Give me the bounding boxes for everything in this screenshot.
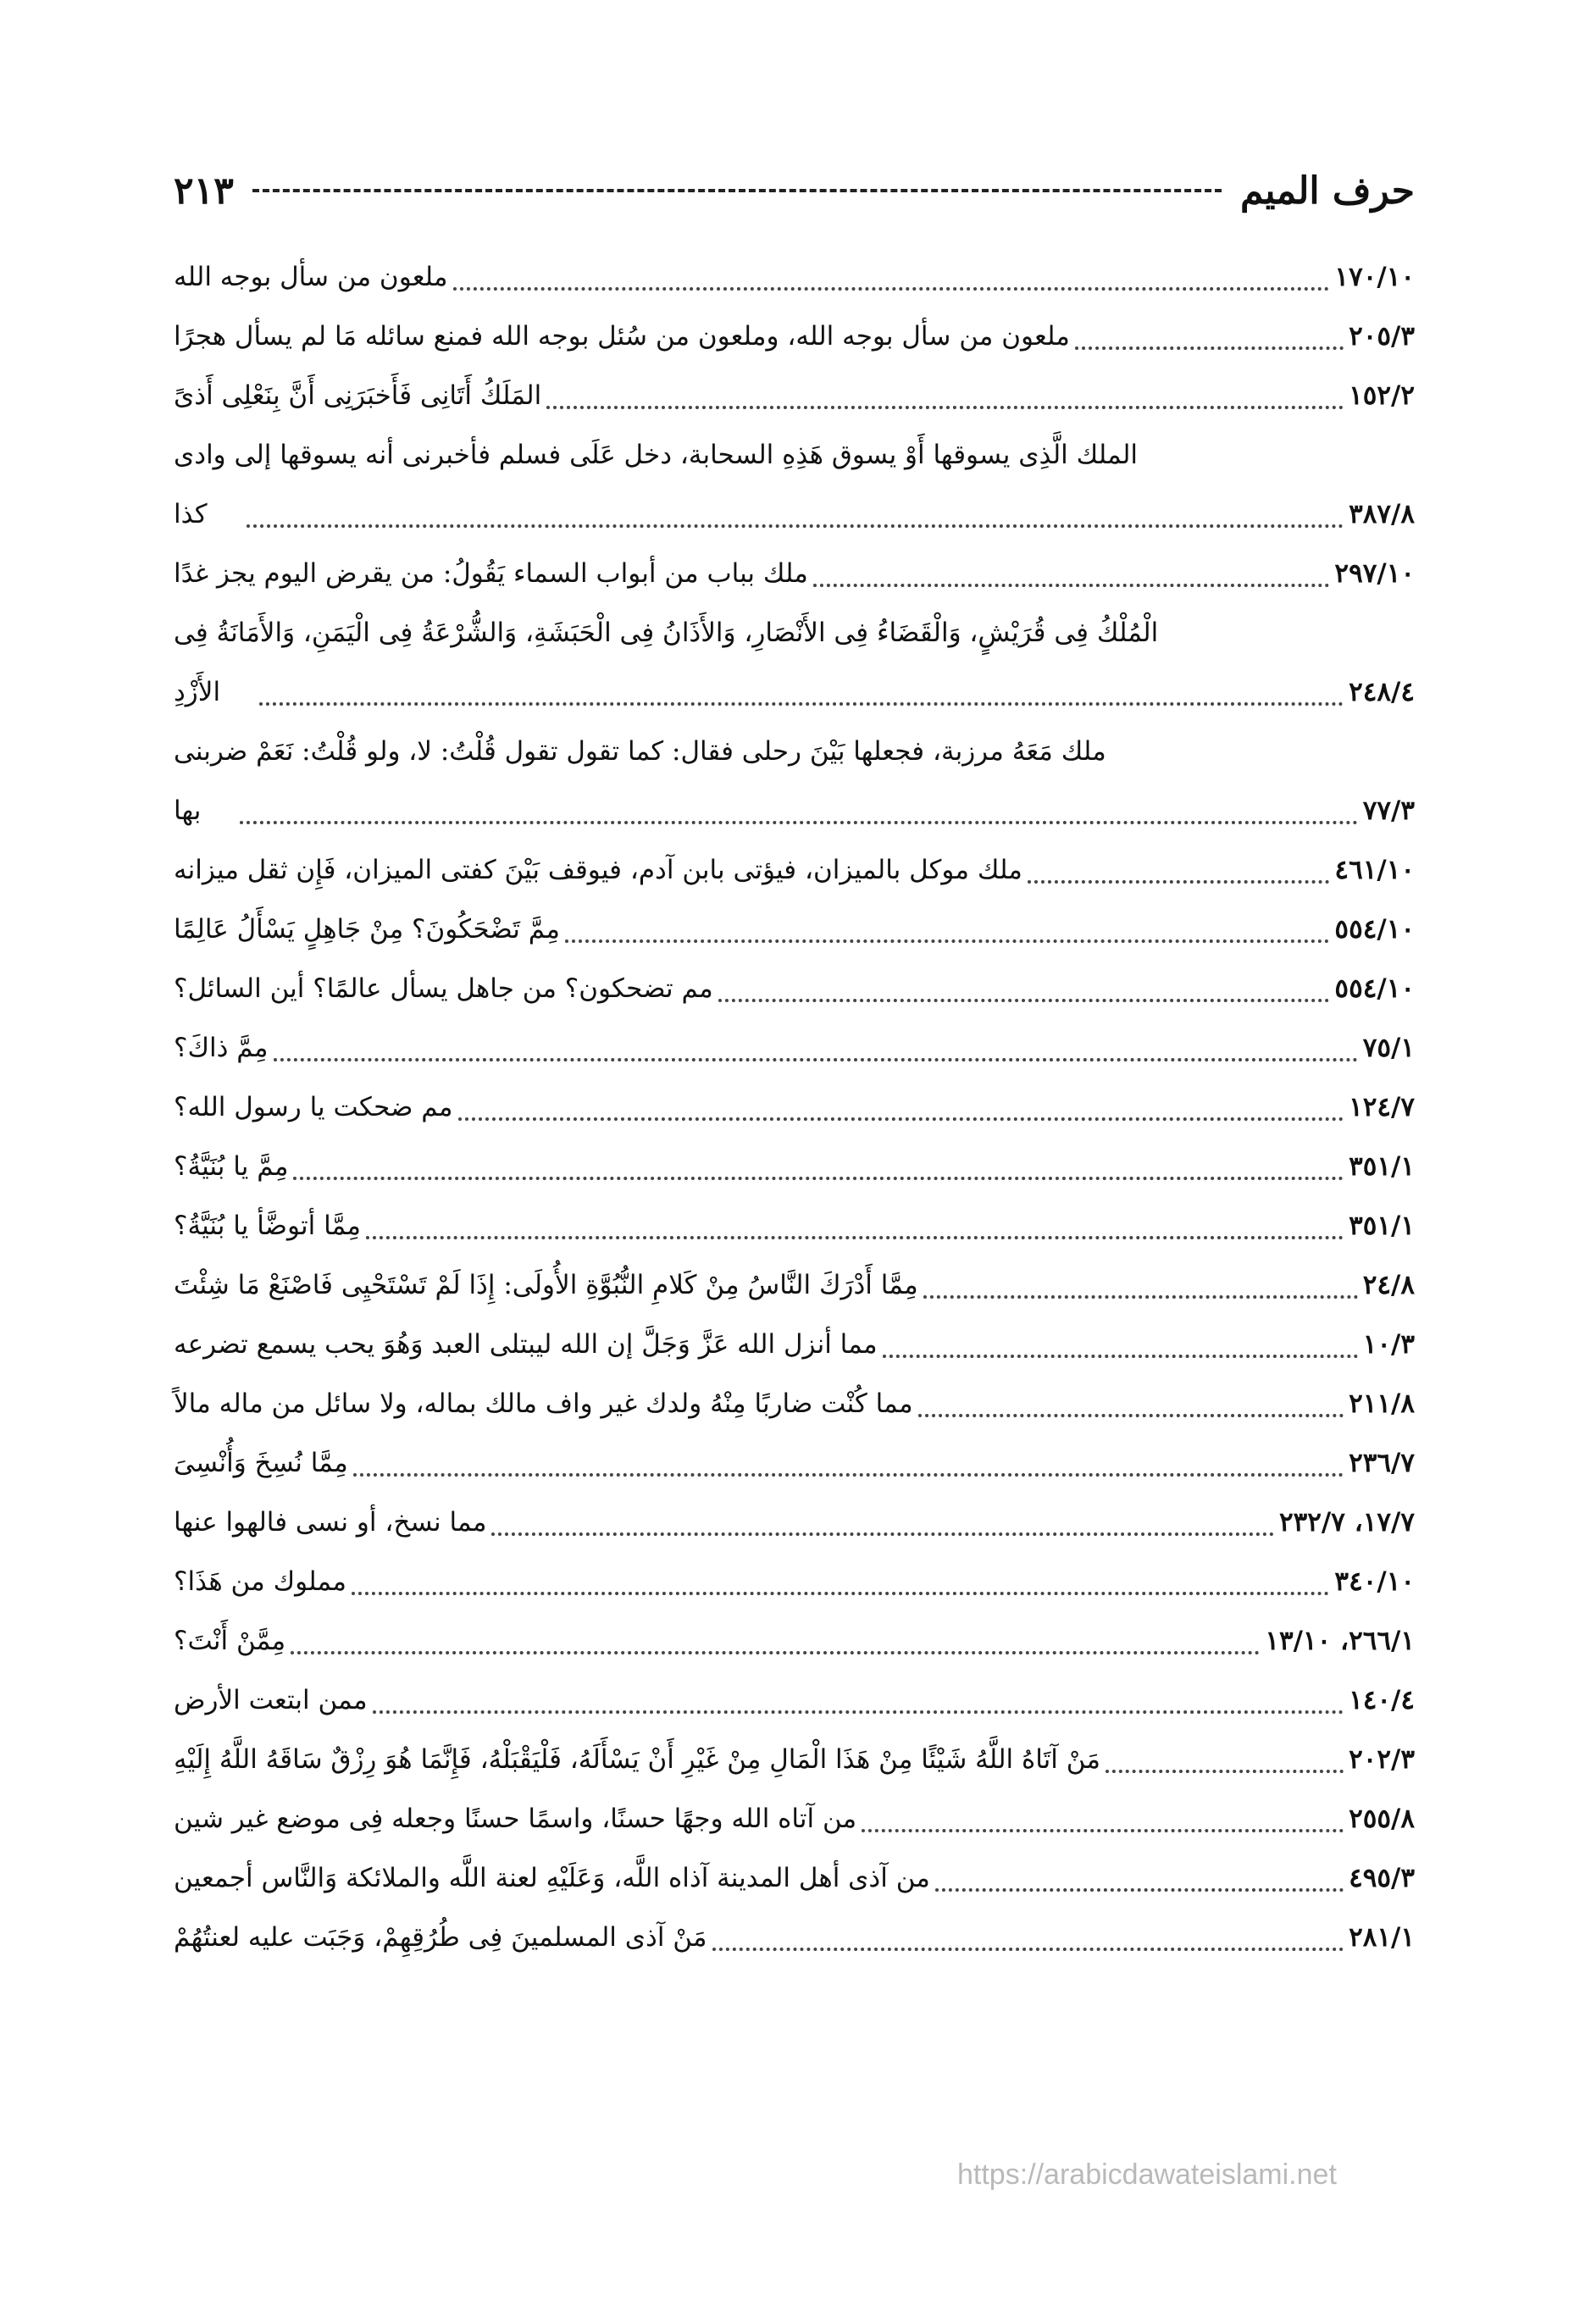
index-entry (174, 603, 1415, 722)
index-entry (174, 1552, 1415, 1611)
entry-reference: ٢٩٧/١٠ (1334, 558, 1415, 589)
index-entry (174, 425, 1415, 544)
entry-line (174, 840, 1415, 900)
index-entry (174, 1848, 1415, 1908)
entry-line (174, 1671, 1415, 1730)
header-dashed-rule (252, 189, 1222, 192)
entry-text: مِمَّ ذاكَ؟ (174, 1033, 269, 1063)
entry-line (174, 247, 1415, 307)
dot-leader (862, 1829, 1344, 1832)
dot-leader (259, 702, 1344, 706)
entry-line (174, 959, 1415, 1018)
entry-reference: ٣٤٠/١٠ (1334, 1566, 1415, 1597)
entry-text: ملعون من سأل بوجه الله (174, 262, 448, 292)
index-entry (174, 1493, 1415, 1552)
entry-line (174, 544, 1415, 603)
entry-text: الْمُلْكُ فِى قُرَيْشٍ، وَالْقَضَاءُ فِى الأَنْصَارِ، وَالأَذَانُ فِى الْحَبَشَةِ، وَالشُّرْعَةُ فِى الْيَمَنِ، وَالأَمَانَةُ فِى (174, 618, 1159, 648)
entry-text: مما أنزل الله عَزَّ وَجَلَّ إن الله ليبتلى العبد وَهُوَ يحب يسمع تضرعه (174, 1329, 878, 1360)
index-entry (174, 1078, 1415, 1137)
dot-leader (546, 406, 1344, 409)
index-entry (174, 959, 1415, 1018)
entry-text: مِمَّنْ أَنْتَ؟ (174, 1626, 286, 1656)
entry-reference: ٧٥/١ (1362, 1033, 1415, 1063)
entry-line (174, 1315, 1415, 1374)
dot-leader (366, 1236, 1344, 1239)
entry-line (174, 1789, 1415, 1848)
index-entry (174, 1671, 1415, 1730)
entry-text: بها (174, 795, 202, 826)
entry-text: مَنْ آذى المسلمينَ فِى طُرُقِهِمْ، وَجَبَت عليه لعنتُهُمْ (174, 1922, 707, 1953)
index-entry (174, 722, 1415, 840)
index-entry (174, 1433, 1415, 1493)
watermark-url: https://arabicdawateislami.net (957, 2159, 1337, 2191)
dot-leader (352, 1592, 1329, 1595)
entry-text: مملوك من هَذَا؟ (174, 1566, 346, 1597)
entry-reference: ١٠/٣ (1362, 1329, 1415, 1360)
entry-reference: ٤٩٥/٣ (1349, 1863, 1415, 1893)
dot-leader (923, 1295, 1358, 1299)
entry-text: من آذى أهل المدينة آذاه اللَّه، وَعَلَيْهِ لعنة اللَّه والملائكة وَالنَّاس أجمعين (174, 1863, 930, 1893)
dot-leader (240, 821, 1357, 824)
dot-leader (247, 524, 1344, 528)
dot-leader (1106, 1770, 1344, 1773)
dot-leader (1028, 880, 1330, 884)
entry-text: ملعون من سأل بوجه الله، وملعون من سُئل بوجه الله فمنع سائله مَا لم يسأل هجرًا (174, 321, 1070, 352)
entry-text: مما نسخ، أو نسى فالهوا عنها (174, 1507, 487, 1538)
dot-leader (813, 584, 1330, 587)
index-entry (174, 247, 1415, 307)
entry-text: كذا (174, 499, 208, 529)
entry-line (174, 722, 1415, 781)
entry-line (174, 1018, 1415, 1078)
dot-leader (918, 1414, 1344, 1417)
dot-leader (274, 1058, 1358, 1061)
entry-line (174, 366, 1415, 425)
entry-text: مِمَّا أَدْرَكَ النَّاسُ مِنْ كَلامِ النُّبُوَّةِ الأُولَى: إِذَا لَمْ تَسْتَحْيِى فَاصْنَعْ مَا شِئْتَ (174, 1270, 918, 1300)
dot-leader (565, 939, 1329, 943)
index-entry (174, 307, 1415, 366)
entry-line (174, 1374, 1415, 1433)
index-entries-list (174, 247, 1415, 1967)
entry-line (174, 485, 1415, 544)
dot-leader (491, 1532, 1274, 1536)
entry-text: ممن ابتعت الأرض (174, 1685, 368, 1715)
entry-reference: ٢٣٦/٧ (1349, 1448, 1415, 1478)
entry-text: الأَزْدِ (174, 677, 221, 707)
entry-reference: ١٧٠/١٠ (1334, 262, 1415, 292)
entry-line (174, 900, 1415, 959)
index-entry (174, 1137, 1415, 1196)
page-number: ٢١٣ (174, 169, 234, 213)
entry-line (174, 1552, 1415, 1611)
entry-line (174, 1493, 1415, 1552)
entry-text: من آتاه الله وجهًا حسنًا، واسمًا حسنًا وجعله فِى موضع غير شين (174, 1804, 857, 1834)
index-entry (174, 1611, 1415, 1671)
entry-reference: ٧٧/٣ (1362, 795, 1415, 826)
entry-reference: ٢٦٦/١، ١٣/١٠ (1265, 1626, 1415, 1656)
entry-reference: ٥٥٤/١٠ (1334, 914, 1415, 945)
entry-reference: ٢٤٨/٤ (1349, 677, 1415, 707)
entry-text: ملك بباب من أبواب السماء يَقُولُ: من يقرض اليوم يجز غدًا (174, 558, 808, 589)
entry-line (174, 781, 1415, 840)
index-entry (174, 544, 1415, 603)
entry-line (174, 1137, 1415, 1196)
dot-leader (373, 1710, 1344, 1714)
index-entry (174, 1908, 1415, 1967)
entry-line (174, 662, 1415, 722)
index-entry (174, 1196, 1415, 1255)
dot-leader (718, 999, 1330, 1002)
entry-reference: ٥٥٤/١٠ (1334, 973, 1415, 1004)
index-entry (174, 840, 1415, 900)
entry-text: مِمَّ يا بُنَيَّةُ؟ (174, 1151, 289, 1182)
dot-leader (453, 287, 1330, 291)
entry-reference: ٢٠٢/٣ (1349, 1744, 1415, 1775)
entry-text: مما كُنْت ضاربًا مِنْهُ ولدك غير واف مالك بماله، ولا سائل من ماله مالاً (174, 1388, 913, 1419)
entry-reference: ٣٥١/١ (1349, 1151, 1415, 1182)
entry-reference: ١٧/٧، ٢٣٢/٧ (1278, 1507, 1415, 1538)
entry-line (174, 1196, 1415, 1255)
index-entry (174, 1374, 1415, 1433)
entry-text: المَلَكُ أَتَانِى فَأَخبَرَنِى أَنَّ بِنَعْلِى أَذىً (174, 380, 542, 411)
entry-reference: ٢٤/٨ (1362, 1270, 1415, 1300)
entry-text: مم ضحكت يا رسول الله؟ (174, 1092, 453, 1122)
dot-leader (883, 1355, 1358, 1358)
page-header (174, 161, 1415, 220)
index-entry (174, 900, 1415, 959)
entry-reference: ٢٠٥/٣ (1349, 321, 1415, 352)
entry-line (174, 1078, 1415, 1137)
entry-line (174, 1730, 1415, 1789)
entry-reference: ٣٥١/١ (1349, 1211, 1415, 1241)
entry-text: مَنْ آتَاهُ اللَّهُ شَيْئًا مِنْ هَذَا الْمَالِ مِنْ غَيْرِ أَنْ يَسْأَلَهُ، فَلْيَقْبَلْهُ، فَإِنَّمَا هُوَ رِزْقٌ سَاقَهُ اللَّهُ إِلَيْهِ (174, 1744, 1100, 1775)
index-entry (174, 1255, 1415, 1315)
entry-reference: ١٢٤/٧ (1349, 1092, 1415, 1122)
dot-leader (291, 1651, 1260, 1654)
entry-reference: ١٤٠/٤ (1349, 1685, 1415, 1715)
dot-leader (712, 1948, 1344, 1951)
index-entry (174, 1018, 1415, 1078)
entry-reference: ٢١١/٨ (1349, 1388, 1415, 1419)
entry-reference: ٢٨١/١ (1349, 1922, 1415, 1953)
index-entry (174, 1789, 1415, 1848)
index-entry (174, 1315, 1415, 1374)
entry-line (174, 1848, 1415, 1908)
entry-text: مِمَّا أتوضَّأ يا بُنَيَّةُ؟ (174, 1211, 362, 1241)
entry-line (174, 1908, 1415, 1967)
dot-leader (1075, 346, 1344, 350)
entry-line (174, 1433, 1415, 1493)
index-entry (174, 366, 1415, 425)
entry-line (174, 1611, 1415, 1671)
entry-text: الملك الَّذِى يسوقها أَوْ يسوق هَذِهِ السحابة، دخل عَلَى فسلم فأخبرنى أنه يسوقها إلى وادى (174, 440, 1139, 470)
entry-reference: ٤٦١/١٠ (1334, 855, 1415, 885)
entry-reference: ٢٥٥/٨ (1349, 1804, 1415, 1834)
entry-text: مم تضحكون؟ من جاهل يسأل عالمًا؟ أين السائل؟ (174, 973, 713, 1004)
entry-text: مِمَّ تَضْحَكُونَ؟ مِنْ جَاهِلٍ يَسْأَلُ عَالِمًا (174, 914, 561, 945)
chapter-title: حرف الميم (1239, 169, 1415, 213)
dot-leader (353, 1473, 1344, 1477)
entry-line (174, 1255, 1415, 1315)
entry-text: ملك موكل بالميزان، فيؤتى بابن آدم، فيوقف بَيْنَ كفتى الميزان، فَإِن ثقل ميزانه (174, 855, 1022, 885)
entry-line (174, 603, 1415, 662)
dot-leader (293, 1177, 1344, 1180)
entry-line (174, 425, 1415, 485)
entry-reference: ٣٨٧/٨ (1349, 499, 1415, 529)
dot-leader (458, 1117, 1344, 1121)
entry-text: ملك مَعَهُ مرزبة، فجعلها بَيْنَ رحلى فقال: كما تقول تقول قُلْتُ: لا، ولو قُلْتُ: نَعَمْ ضربنى (174, 736, 1106, 767)
entry-text: مِمَّا نُسِخَ وَأُنْسِىَ (174, 1448, 348, 1478)
index-entry (174, 1730, 1415, 1789)
entry-line (174, 307, 1415, 366)
entry-reference: ١٥٢/٢ (1349, 380, 1415, 411)
dot-leader (935, 1888, 1344, 1892)
